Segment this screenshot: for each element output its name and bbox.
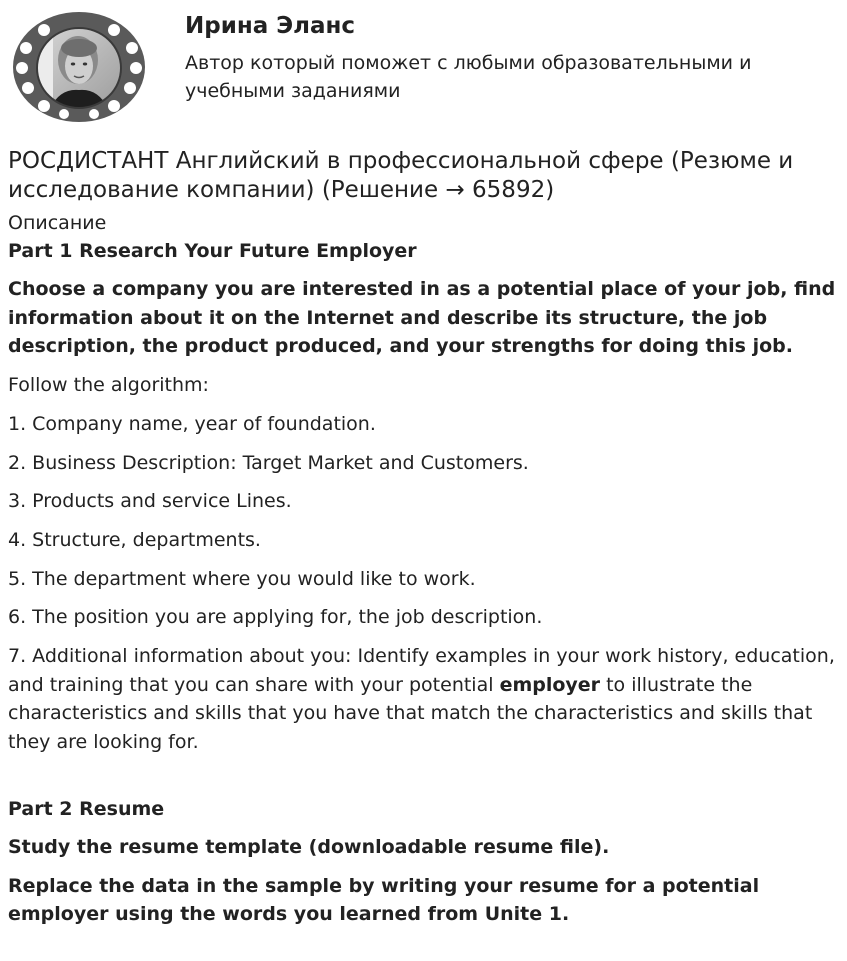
algorithm-step-2: 2. Business Description: Target Market and Customers. xyxy=(8,451,529,474)
algorithm-step-1: 1. Company name, year of foundation. xyxy=(8,412,376,435)
document-title: РОСДИСТАНТ Английский в профессиональной сфере (Резюме и исследование компании) (Решение → 65892) xyxy=(8,148,794,203)
author-card xyxy=(0,0,847,135)
algorithm-step-5: 5. The department where you would like to work. xyxy=(8,567,476,590)
step7-text-after: to illustrate the characteristics and skills that you have that match the characteristics and skills that they are looking for. xyxy=(8,673,813,754)
algorithm-step-3: 3. Products and service Lines. xyxy=(8,490,292,513)
part1-intro: Choose a company you are interested in as a potential place of your job, find information about it on the Internet and describe its structure, the job description, the product produced, and your strengths for doing this job. xyxy=(8,278,836,358)
step7-text-bold: employer xyxy=(499,673,601,696)
author-name[interactable]: Ирина Эланс xyxy=(185,13,356,39)
part2-line-2: Replace the data in the sample by writing your resume for a potential employer using the words you learned from Unite 1. xyxy=(8,874,760,926)
section-spacer xyxy=(8,757,840,795)
part2-line-1: Study the resume template (downloadable resume file). xyxy=(8,835,610,858)
author-avatar[interactable] xyxy=(8,8,150,126)
algorithm-step-6: 6. The position you are applying for, the job description. xyxy=(8,606,543,629)
part2-heading: Part 2 Resume xyxy=(8,797,165,820)
author-description: Автор который поможет с любыми образовательными и учебными заданиями xyxy=(185,52,752,102)
part1-heading: Part 1 Research Your Future Employer xyxy=(8,240,417,262)
description-label: Описание xyxy=(8,212,107,234)
algorithm-step-7 xyxy=(8,642,840,757)
document-content xyxy=(8,147,840,929)
algorithm-step-4: 4. Structure, departments. xyxy=(8,528,261,551)
step7-text-before: 7. Additional information about you: Identify examples in your work history, education, and training that you can share with your potential xyxy=(8,645,835,696)
algorithm-label: Follow the algorithm: xyxy=(8,374,209,397)
